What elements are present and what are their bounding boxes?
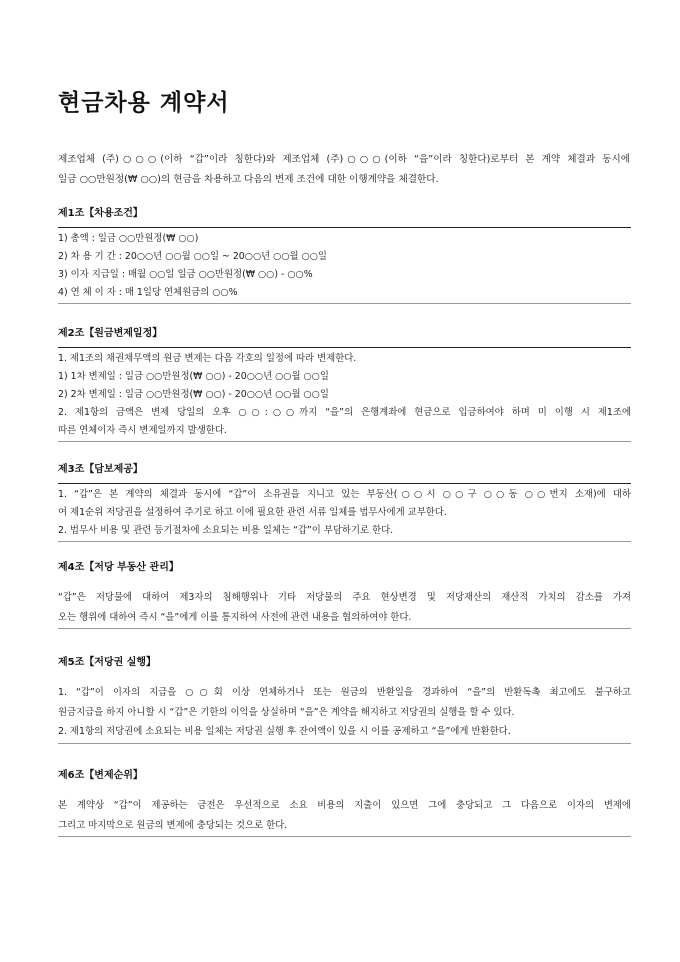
article-line: 1. “갑”은 본 계약의 체결과 동시에 “갑”이 소유권을 지니고 있는 부동산(○○시 ○○구 ○○동 ○○번지 소재)에 대하: [58, 489, 631, 500]
article-3: [58, 462, 631, 542]
article-heading: 제1조【차용조건】: [58, 208, 143, 219]
article-line: 4) 연 체 이 자 : 매 1일당 연체원금의 ○○%: [58, 287, 238, 298]
article-5: [58, 655, 631, 744]
article-6: [58, 768, 631, 837]
article-line: 1. 제1조의 채권채무액의 원금 변제는 다음 각호의 일정에 따라 변제한다.: [58, 353, 357, 364]
article-body: [58, 683, 631, 744]
article-heading: 제2조【원금변제일정】: [58, 328, 163, 339]
article-line: 본 계약상 “갑”이 제공하는 금전은 우선적으로 소요 비용의 지출이 있으면 그에 충당되고 그 다음으로 이자의 변제에: [58, 800, 631, 811]
article-1: [58, 206, 631, 304]
article-4: [58, 560, 631, 629]
article-line: “갑”은 저당물에 대하여 제3자의 침해행위나 기타 저당물의 주요 현상변경 및 저당재산의 재산적 가치의 감소를 가져: [58, 592, 631, 603]
article-body: [58, 483, 631, 542]
article-heading: 제3조【담보제공】: [58, 464, 143, 475]
article-line: 2. 제1항의 저당권에 소요되는 비용 일체는 저당권 실행 후 잔여액이 있을 시 이를 공제하고 “을”에게 반환한다.: [58, 726, 511, 737]
article-line: 1) 1차 변제일 : 일금 ○○만원정(₩ ○○) - 20○○년 ○○월 ○○일: [58, 371, 329, 382]
article-line: 1. “갑”이 이자의 지급을 ○○회 이상 연체하거나 또는 원금의 반환일을 경과하여 “을”의 반환독촉 최고에도 불구하고: [58, 687, 631, 698]
article-heading: 제6조【변제순위】: [58, 770, 143, 781]
article-line: 오는 행위에 대하여 즉시 “을”에게 이를 통지하여 사전에 관련 내용을 협의하여야 한다.: [58, 611, 412, 623]
article-body: [58, 588, 631, 629]
intro-paragraph: [58, 150, 630, 190]
article-line: 2. 법무사 비용 및 관련 등기절차에 소요되는 비용 일체는 “갑”이 부담하기로 한다.: [58, 525, 394, 536]
article-line: 그리고 마지막으로 원금의 변제에 충당되는 것으로 한다.: [58, 819, 288, 831]
article-line: 원금지급을 하지 아니할 시 “갑”은 기한의 이익을 상실하며 “을”은 계약을 해지하고 저당권의 실행을 할 수 있다.: [58, 706, 515, 718]
article-body: [58, 796, 631, 837]
article-line: 3) 이자 지급일 : 매월 ○○일 일금 ○○만원정(₩ ○○) - ○○%: [58, 269, 313, 280]
intro-line: 일금 ○○만원정(₩ ○○)의 현금을 차용하고 다음의 변제 조건에 대한 이행계약을 체결한다.: [58, 174, 439, 185]
article-line: 2) 2차 변제일 : 일금 ○○만원정(₩ ○○) - 20○○년 ○○월 ○○일: [58, 389, 329, 400]
article-line: 여 제1순위 저당권을 설정하여 주기로 하고 이에 필요한 관련 서류 일체를 법무사에게 교부한다.: [58, 507, 447, 518]
article-heading: 제4조【저당 부동산 관리】: [58, 562, 179, 573]
document-title: 현금차용 계약서: [58, 90, 230, 116]
article-line: 따른 연체이자 즉시 변제일까지 발생한다.: [58, 425, 227, 436]
article-body: [58, 227, 631, 304]
article-line: 2) 차 용 기 간 : 20○○년 ○○월 ○○일 ~ 20○○년 ○○월 ○○일: [58, 251, 327, 262]
article-line: 1) 총액 : 일금 ○○만원정(₩ ○○): [58, 233, 199, 244]
article-heading: 제5조【저당권 실행】: [58, 657, 157, 668]
article-body: [58, 347, 631, 442]
intro-line: 제조업체 (주)○○○(이하 “갑”이라 칭한다)와 제조업체 (주)○○○(이하 “을”이라 칭한다)로부터 본 계약 체결과 동시에: [58, 154, 630, 165]
article-2: [58, 326, 631, 442]
article-line: 2. 제1항의 금액은 변제 당일의 오후 ○○:○○까지 “을”의 은행계좌에 현금으로 입금하여야 하며 미 이행 시 제1조에: [58, 407, 631, 418]
